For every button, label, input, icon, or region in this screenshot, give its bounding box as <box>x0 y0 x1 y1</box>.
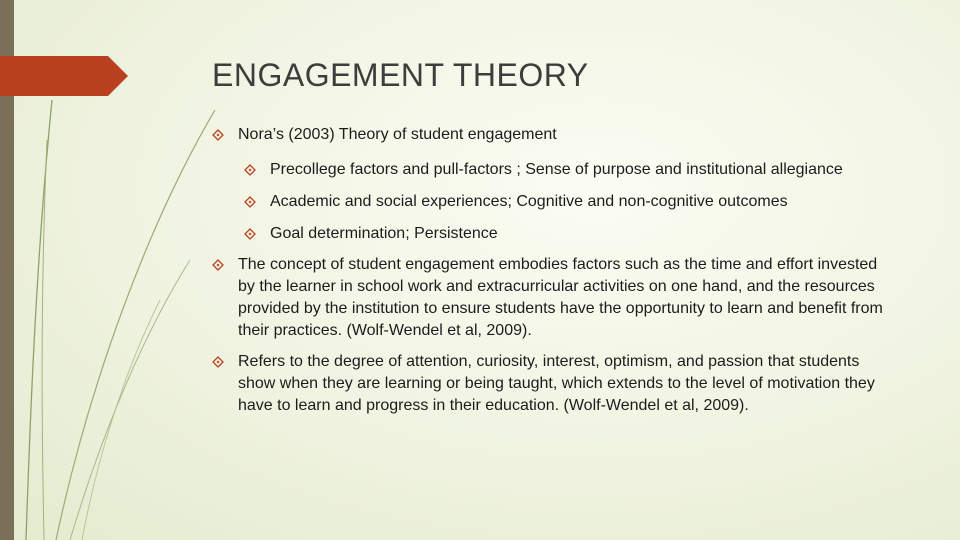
diamond-outline-icon <box>244 228 256 240</box>
bullet-text: Precollege factors and pull-factors ; Sense of purpose and institutional allegiance <box>270 161 843 178</box>
sub-bullet-item <box>212 223 892 245</box>
diamond-outline-icon <box>244 164 256 176</box>
bullet-text: Goal determination; Persistence <box>270 225 498 242</box>
bullet-text: Refers to the degree of attention, curiosity, interest, optimism, and passion that students show when they are learning or being taught, which extends to the level of motivation they have to learn and progress in their education. (Wolf-Wendel et al, 2009). <box>238 353 875 414</box>
diamond-outline-icon <box>212 129 224 141</box>
diamond-outline-icon <box>244 196 256 208</box>
title-accent-tab <box>0 56 128 96</box>
slide-title: ENGAGEMENT THEORY <box>212 57 589 93</box>
bullet-item <box>212 124 892 146</box>
sub-bullet-item <box>212 159 892 181</box>
bullet-text: Academic and social experiences; Cognitive and non-cognitive outcomes <box>270 193 788 210</box>
bullet-item <box>212 351 892 417</box>
bullet-text: The concept of student engagement embodies factors such as the time and effort invested by the learner in school work and extracurricular activities on one hand, and the resources provided by the institution to ensure students have the opportunity to learn and benefit from their practices. (Wolf-Wendel et al, 2009). <box>238 256 883 339</box>
sub-bullet-item <box>212 191 892 213</box>
diamond-outline-icon <box>212 356 224 368</box>
bullet-list <box>212 124 892 417</box>
bullet-item <box>212 254 892 342</box>
diamond-outline-icon <box>212 259 224 271</box>
bullet-text: Nora’s (2003) Theory of student engagement <box>238 126 557 143</box>
